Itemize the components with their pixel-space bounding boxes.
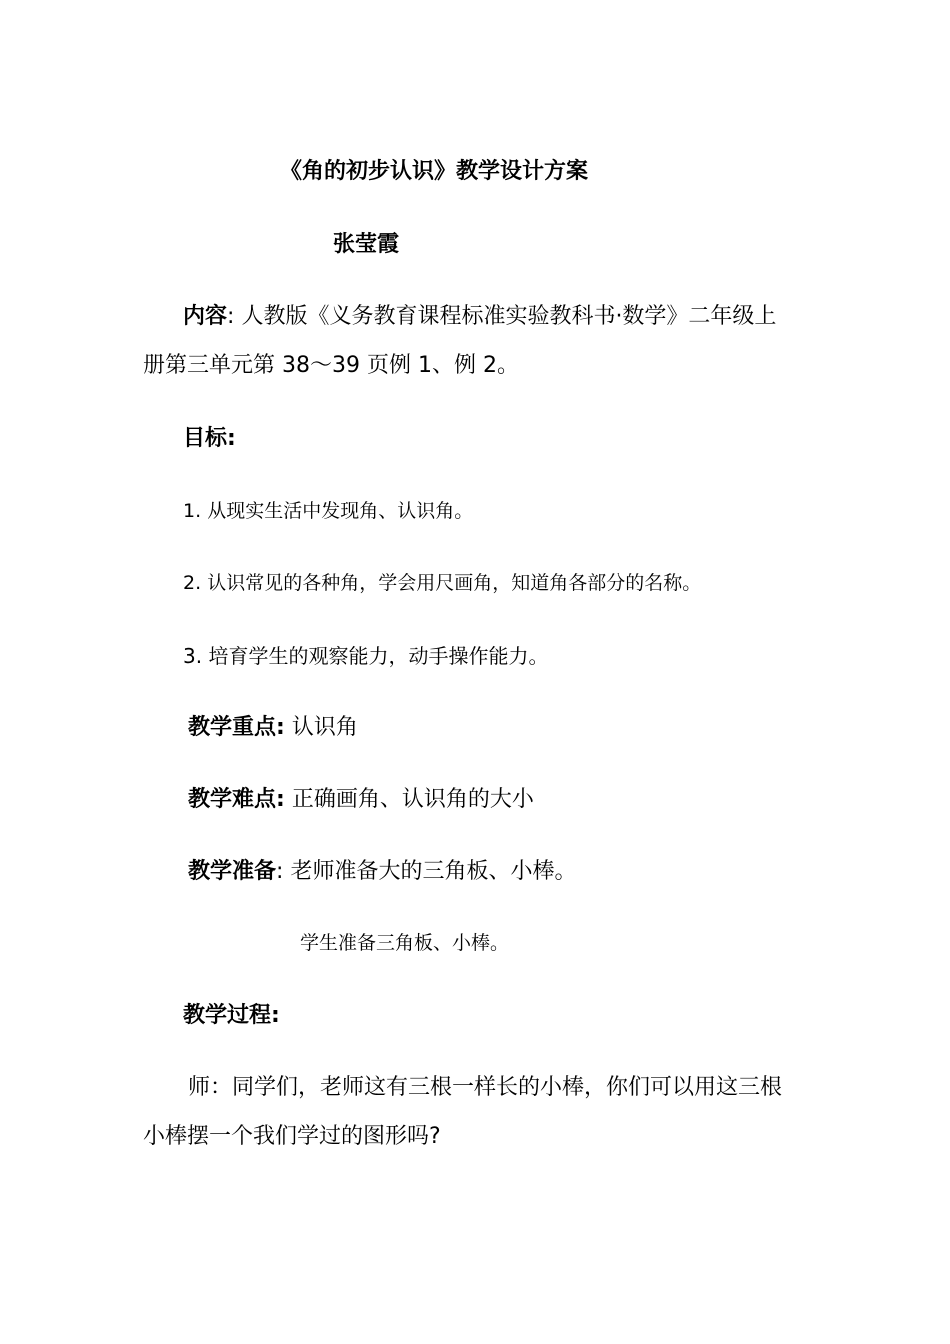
preparation-student-text: 学生准备三角板、小棒。 bbox=[300, 932, 510, 954]
content-paragraph-line1 bbox=[183, 306, 776, 328]
document-title: 《角的初步认识》教学设计方案 bbox=[280, 159, 589, 184]
goal-number: 2. bbox=[183, 572, 202, 594]
difficulty-label: 教学难点: bbox=[188, 787, 285, 812]
preparation-teacher bbox=[188, 861, 576, 883]
preparation-label: 教学准备 bbox=[188, 859, 277, 884]
content-label: 内容 bbox=[183, 304, 228, 329]
preparation-separator: : bbox=[276, 859, 284, 884]
process-text-line2: 小棒摆一个我们学过的图形吗? bbox=[143, 1124, 441, 1149]
key-point-label: 教学重点: bbox=[188, 715, 285, 740]
preparation-teacher-text: 老师准备大的三角板、小棒。 bbox=[290, 859, 577, 884]
goal-number: 1. bbox=[183, 500, 202, 522]
difficulty-text: 正确画角、认识角的大小 bbox=[291, 787, 534, 812]
process-text-line1: 师：同学们，老师这有三根一样长的小棒，你们可以用这三根 bbox=[188, 1075, 783, 1100]
goal-number: 3. bbox=[183, 644, 203, 668]
goal-item-2 bbox=[183, 574, 701, 593]
goal-text: 培育学生的观察能力，动手操作能力。 bbox=[208, 644, 549, 668]
goal-item-1 bbox=[183, 502, 473, 521]
goal-item-3 bbox=[183, 646, 548, 666]
goals-heading: 目标: bbox=[183, 426, 236, 451]
content-text-line2: 册第三单元第 38～39 页例 1、例 2。 bbox=[143, 353, 519, 378]
goal-text: 认识常见的各种角，学会用尺画角，知道角各部分的名称。 bbox=[207, 572, 702, 594]
content-separator: : bbox=[227, 304, 235, 329]
document-author: 张莹霞 bbox=[333, 232, 400, 257]
process-heading: 教学过程: bbox=[183, 1003, 280, 1028]
key-point-text: 认识角 bbox=[291, 715, 358, 740]
difficulty bbox=[188, 789, 534, 811]
key-point bbox=[188, 717, 358, 739]
content-text-line1: 人教版《义务教育课程标准实验教科书·数学》二年级上 bbox=[241, 304, 777, 329]
goal-text: 从现实生活中发现角、认识角。 bbox=[207, 500, 474, 522]
